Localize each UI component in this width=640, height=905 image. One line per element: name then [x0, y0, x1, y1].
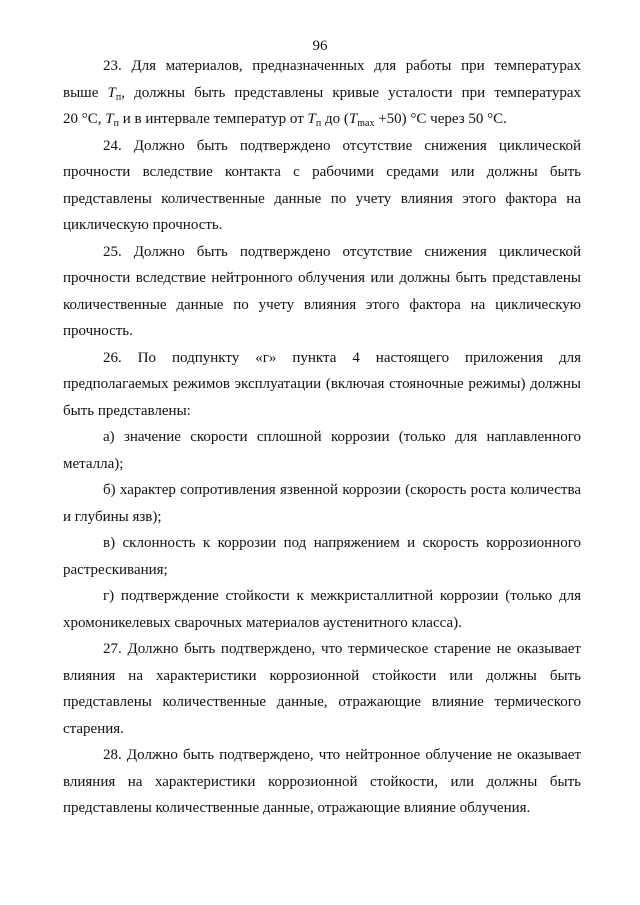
paragraph-line: и глубины язв);	[63, 508, 162, 525]
list-item-a	[63, 424, 581, 477]
text-segment: 20 °С,	[63, 111, 106, 127]
text-segment: выше	[63, 84, 108, 101]
list-item-g	[63, 583, 581, 636]
paragraph-23	[63, 53, 581, 133]
paragraph-line: растрескивания;	[63, 561, 168, 578]
paragraph-line: 25. Должно быть подтверждено отсутствие снижения циклической	[103, 243, 581, 260]
paragraph-25	[63, 239, 581, 345]
list-item-v	[63, 530, 581, 583]
paragraph-23-line-2	[63, 80, 581, 107]
paragraph-line: циклическую прочность.	[63, 217, 223, 233]
paragraph-line: количественные данные по учету влияния этого фактора на циклическую	[63, 296, 581, 313]
paragraph-line: прочность.	[63, 323, 133, 339]
document-body	[63, 53, 581, 822]
list-item-b	[63, 477, 581, 530]
paragraph-line: представлены количественные данные по учету влияния этого фактора на	[63, 190, 581, 207]
paragraph-line: представлены количественные данные, отражающие влияние термического	[63, 694, 581, 710]
symbol-t: T	[348, 111, 358, 127]
paragraph-line: 28. Должно быть подтверждено, что нейтронное облучение не оказывает	[103, 747, 581, 763]
text-segment: и в интервале температур от	[118, 111, 308, 127]
paragraph-line: прочности вследствие нейтронного облучения или должны быть представлены	[63, 270, 581, 286]
page-number: 96	[312, 38, 328, 54]
paragraph-line: быть представлены:	[63, 402, 191, 419]
paragraph-line: влияния на характеристики коррозионной стойкости, или должны быть	[63, 773, 581, 790]
subscript-max: max	[357, 118, 375, 129]
subscript-p: п	[115, 91, 122, 103]
subscript-p: п	[315, 118, 322, 129]
paragraph-27	[63, 636, 581, 742]
paragraph-line: прочности вследствие контакта с рабочими средами или должны быть	[63, 164, 581, 180]
paragraph-line: б) характер сопротивления язвенной коррозии (скорость роста количества	[103, 482, 581, 498]
paragraph-line: предполагаемых режимов эксплуатации (включая стояночные режимы) должны	[63, 376, 581, 392]
paragraph-line: влияния на характеристики коррозионной стойкости или должны быть	[63, 667, 581, 684]
paragraph-line: г) подтверждение стойкости к межкристаллитной коррозии (только для	[103, 588, 581, 604]
text-segment: до (	[321, 111, 349, 127]
paragraph-28	[63, 742, 581, 822]
symbol-t: T	[107, 84, 116, 101]
paragraph-line: 24. Должно быть подтверждено отсутствие снижения циклической	[103, 137, 581, 154]
paragraph-line: хромоникелевых сварочных материалов аустенитного класса).	[63, 614, 462, 631]
paragraph-line: в) склонность к коррозии под напряжением и скорость коррозионного	[103, 535, 581, 551]
text-segment: , должны быть представлены кривые усталости при температурах	[121, 84, 581, 101]
paragraph-line: 27. Должно быть подтверждено, что термическое старение не оказывает	[103, 641, 581, 657]
paragraph-line: а) значение скорости сплошной коррозии (только для наплавленного	[103, 429, 581, 445]
paragraph-23-line-1: 23. Для материалов, предназначенных для работы при температурах	[103, 58, 581, 74]
paragraph-line: старения.	[63, 720, 124, 737]
paragraph-23-line-3	[63, 106, 581, 133]
text-segment: +50) °С через 50 °С.	[374, 111, 507, 127]
paragraph-24	[63, 133, 581, 239]
symbol-t: T	[105, 111, 114, 127]
paragraph-26	[63, 345, 581, 425]
paragraph-line: представлены количественные данные, отражающие влияние облучения.	[63, 800, 531, 816]
paragraph-line: 26. По подпункту «г» пункта 4 настоящего приложения для	[103, 349, 581, 366]
paragraph-line: металла);	[63, 455, 124, 472]
symbol-t: T	[307, 111, 316, 127]
subscript-p: п	[113, 118, 119, 129]
